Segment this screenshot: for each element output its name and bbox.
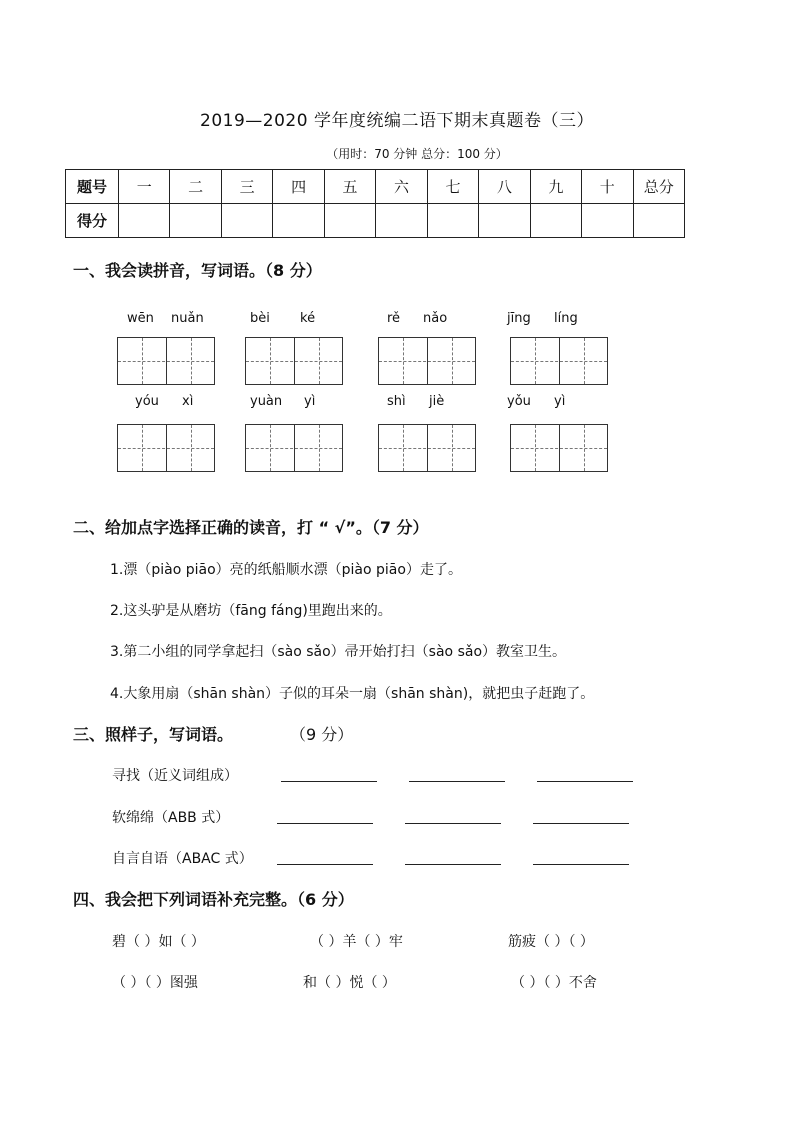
writing-grid[interactable] [510, 337, 608, 385]
answer-blank[interactable] [533, 823, 629, 824]
pinyin: jīng [507, 311, 531, 326]
writing-grid[interactable] [245, 424, 343, 472]
pinyin: líng [554, 311, 578, 326]
pinyin: yóu [135, 394, 159, 409]
writing-grid[interactable] [117, 424, 215, 472]
pinyin: ké [300, 311, 316, 326]
score-cell[interactable] [119, 204, 170, 238]
score-cell[interactable] [427, 204, 478, 238]
idiom-fill-item: （ ）羊（ ）牢 [310, 934, 403, 950]
score-header: 得分 [66, 204, 119, 238]
score-table [65, 169, 685, 238]
question-item: 1.漂（piào piāo）亮的纸船顺水漂（piào piāo）走了。 [110, 562, 462, 578]
section3-title: 三、照样子，写词语。 [73, 725, 234, 744]
exam-time-info: （用时：70 分钟 总分：100 分） [326, 147, 508, 161]
answer-blank[interactable] [281, 781, 377, 782]
pinyin: rě [387, 311, 401, 326]
question-col-1: 一 [119, 170, 170, 204]
idiom-fill-item: 碧（ ）如（ ） [112, 934, 205, 950]
question-item: 3.第二小组的同学拿起扫（sào sǎo）帚开始打扫（sào sǎo）教室卫生。 [110, 644, 567, 660]
score-cell[interactable] [221, 204, 272, 238]
question-number-header: 题号 [66, 170, 119, 204]
pinyin: xì [182, 394, 194, 409]
score-cell[interactable] [479, 204, 530, 238]
section2-title: 二、给加点字选择正确的读音，打 “ √”。（7 分） [73, 518, 429, 537]
pinyin: wēn [127, 311, 154, 326]
pinyin: bèi [250, 311, 270, 326]
answer-blank[interactable] [277, 823, 373, 824]
question-item: 2.这头驴是从磨坊（fāng fáng)里跑出来的。 [110, 603, 392, 619]
score-cell[interactable] [170, 204, 221, 238]
answer-blank[interactable] [537, 781, 633, 782]
writing-grid[interactable] [378, 424, 476, 472]
score-cell[interactable] [582, 204, 633, 238]
pinyin: nǎo [423, 311, 448, 326]
question-col-5: 五 [324, 170, 375, 204]
page-title: 2019—2020 学年度统编二语下期末真题卷（三） [200, 111, 594, 131]
question-col-4: 四 [273, 170, 324, 204]
pinyin: yǒu [507, 394, 531, 409]
idiom-fill-item: 和（ ）悦（ ） [303, 975, 396, 991]
score-row [66, 204, 685, 238]
score-cell[interactable] [633, 204, 684, 238]
pinyin: nuǎn [171, 311, 204, 326]
score-cell[interactable] [376, 204, 427, 238]
idiom-fill-item: （ ）（ ）不舍 [511, 975, 597, 991]
question-number-row [66, 170, 685, 204]
question-col-10: 十 [582, 170, 633, 204]
writing-grid[interactable] [117, 337, 215, 385]
question-col-7: 七 [427, 170, 478, 204]
section1-title: 一、我会读拼音，写词语。（8 分） [73, 261, 322, 280]
score-cell[interactable] [273, 204, 324, 238]
pinyin: yì [554, 394, 566, 409]
answer-blank[interactable] [405, 864, 501, 865]
exercise-label: 软绵绵（ABB 式） [112, 810, 230, 826]
writing-grid[interactable] [245, 337, 343, 385]
question-col-3: 三 [221, 170, 272, 204]
exercise-label: 自言自语（ABAC 式） [112, 851, 253, 867]
answer-blank[interactable] [533, 864, 629, 865]
question-col-8: 八 [479, 170, 530, 204]
question-col-9: 九 [530, 170, 581, 204]
pinyin: yì [304, 394, 316, 409]
score-cell[interactable] [530, 204, 581, 238]
score-cell[interactable] [324, 204, 375, 238]
pinyin: yuàn [250, 394, 283, 409]
writing-grid[interactable] [510, 424, 608, 472]
section3-points: （9 分） [290, 725, 354, 744]
pinyin: jiè [429, 394, 445, 409]
pinyin: shì [387, 394, 406, 409]
question-col-2: 二 [170, 170, 221, 204]
idiom-fill-item: 筋疲（ ）（ ） [508, 934, 594, 950]
section4-title: 四、我会把下列词语补充完整。（6 分） [73, 890, 354, 909]
exercise-label: 寻找（近义词组成） [112, 768, 238, 784]
answer-blank[interactable] [409, 781, 505, 782]
writing-grid[interactable] [378, 337, 476, 385]
question-col-total: 总分 [633, 170, 684, 204]
question-item: 4.大象用扇（shān shàn）子似的耳朵一扇（shān shàn)，就把虫子赶跑了。 [110, 686, 595, 702]
question-col-6: 六 [376, 170, 427, 204]
answer-blank[interactable] [405, 823, 501, 824]
answer-blank[interactable] [277, 864, 373, 865]
idiom-fill-item: （ ）（ ）图强 [112, 975, 198, 991]
